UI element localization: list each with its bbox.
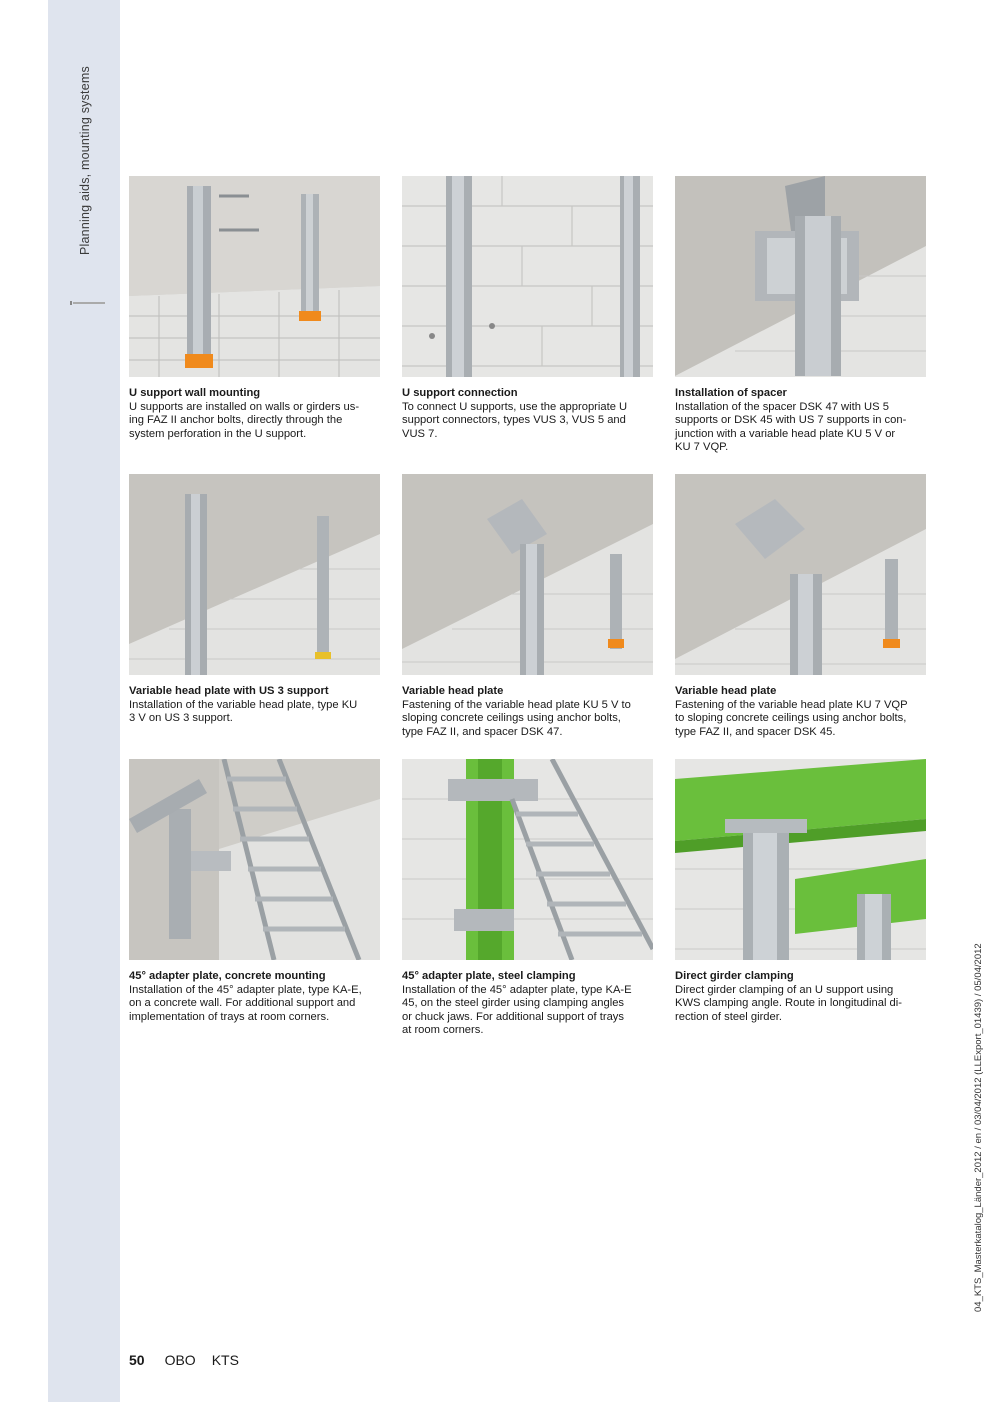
caption-title: 45° adapter plate, concrete mounting — [129, 970, 326, 982]
photo-variable-head-plate-us3 — [129, 474, 380, 675]
product-name: KTS — [211, 1352, 239, 1368]
section-label: Planning aids, mounting systems — [78, 66, 92, 255]
caption-text: To connect U supports, use the appropriate U support connectors, types VUS 3, VUS 5 and VUS 7. — [402, 400, 628, 440]
caption-title: Installation of spacer — [675, 387, 787, 399]
caption-title: Variable head plate with US 3 support — [129, 685, 329, 697]
photo-direct-girder-clamping — [675, 759, 926, 960]
caption-1 — [129, 387, 381, 441]
caption-title: U support wall mounting — [129, 387, 261, 399]
photo-installation-spacer — [675, 176, 926, 377]
photo-adapter-plate-concrete — [129, 759, 380, 960]
caption-text: Direct girder clamping of an U support using KWS clamping angle. Route in longitudinal di- rection of steel girder. — [675, 983, 902, 1023]
caption-title: Variable head plate — [675, 685, 777, 697]
caption-7 — [129, 970, 381, 1024]
caption-title: 45° adapter plate, steel clamping — [402, 970, 576, 982]
caption-5 — [402, 685, 654, 739]
caption-text: Fastening of the variable head plate KU 5 V to sloping concrete ceilings using anchor bolts, type FAZ II, and spacer DSK 47. — [402, 698, 631, 738]
caption-4 — [129, 685, 381, 726]
caption-text: Installation of the spacer DSK 47 with US 5 supports or DSK 45 with US 7 supports in con- junction with a variable head plate KU 5 V or KU 7 VQP. — [675, 400, 907, 454]
caption-8 — [402, 970, 654, 1038]
photo-variable-head-plate-ku5v — [402, 474, 653, 675]
caption-text: Installation of the 45° adapter plate, type KA-E 45, on the steel girder using clamping angles or chuck jaws. For additional support of trays at room corners. — [402, 983, 632, 1037]
caption-title: Variable head plate — [402, 685, 504, 697]
page-number: 50 — [129, 1352, 145, 1368]
caption-title: U support connection — [402, 387, 518, 399]
photo-u-support-connection — [402, 176, 653, 377]
section-mark-icon — [70, 300, 106, 306]
caption-text: Installation of the 45° adapter plate, type KA-E, on a concrete wall. For additional support and implementation of trays at room corners. — [129, 983, 362, 1023]
print-info: 04_KTS_Masterkatalog_Länder_2012 / en / 03/04/2012 (LLExport_01439) / 05/04/2012 — [973, 943, 984, 1312]
page-footer — [129, 1352, 239, 1368]
caption-title: Direct girder clamping — [675, 970, 794, 982]
caption-2 — [402, 387, 654, 441]
caption-text: Installation of the variable head plate, type KU 3 V on US 3 support. — [129, 698, 358, 725]
caption-text: Fastening of the variable head plate KU 7 VQP to sloping concrete ceilings using anchor bolts, type FAZ II, and spacer DSK 45. — [675, 698, 908, 738]
caption-3 — [675, 387, 927, 455]
photo-adapter-plate-steel — [402, 759, 653, 960]
brand-name: OBO — [164, 1352, 196, 1368]
photo-u-support-wall — [129, 176, 380, 377]
caption-6 — [675, 685, 927, 739]
caption-9 — [675, 970, 927, 1024]
photo-variable-head-plate-ku7vqp — [675, 474, 926, 675]
caption-text: U supports are installed on walls or girders us- ing FAZ II anchor bolts, directly through the system perforation in the U support. — [129, 400, 360, 440]
